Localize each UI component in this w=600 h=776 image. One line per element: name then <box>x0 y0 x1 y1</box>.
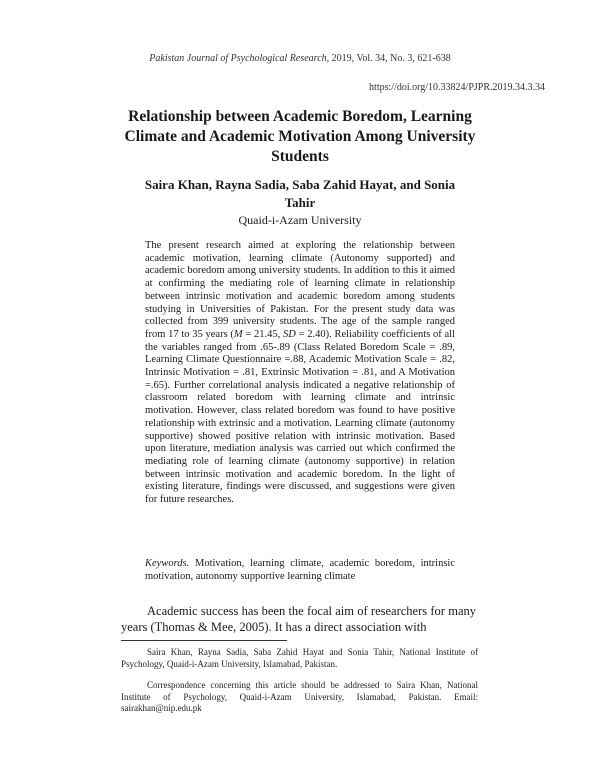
journal-volume-pages: 2019, Vol. 34, No. 3, 621-638 <box>329 53 451 64</box>
doi-link[interactable]: https://doi.org/10.33824/PJPR.2019.34.3.34 <box>369 82 545 93</box>
abstract <box>145 240 455 507</box>
keywords-text: Motivation, learning climate, academic boredom, intrinsic motivation, autonomy supportive learning climate <box>145 558 455 582</box>
journal-name: Pakistan Journal of Psychological Research, <box>149 53 330 64</box>
journal-citation-line <box>0 53 600 64</box>
footnote-correspondence: Correspondence concerning this article should be addressed to Saira Khan, National Institute of Psychology, Quaid-i-Azam University, Islamabad, Pakistan. Email: sairakhan@nip.edu.pk <box>121 680 478 714</box>
body-paragraph: Academic success has been the focal aim of researchers for many years (Thomas & Mee, 2005). It has a direct association with <box>121 604 476 634</box>
sd-symbol: SD <box>283 328 296 340</box>
author-list: Saira Khan, Rayna Sadia, Saba Zahid Hayat, and Sonia Tahir <box>144 177 456 210</box>
keywords <box>145 558 455 583</box>
abstract-text-3: = 2.40). Reliability coefficients of all the variables ranged from .65-.89 (Class Related Boredom Scale = .89, Learning Climate Questionnaire =.88, Academic Motivation Scale = .82, Intrinsic Motivation = .81, Extrinsic Motivation = .81, and A Motivation =.65). Further correlational analysis indicated a negative relationship of classroom related boredom with learning climate and intrinsic motivation. However, class related boredom was found to have positive relationship with extrinsic and a motivation. Learning climate (autonomy supportive) showed positive relation with intrinsic motivation. Based upon literature, mediation analysis was carried out which confirmed the mediating role of learning climate (autonomy supportive) in relation between intrinsic motivation and academic boredom. In the light of existing literature, findings were discussed, and suggestions were given for future researches. <box>145 328 456 506</box>
paper-title: Relationship between Academic Boredom, Learning Climate and Academic Motivation Among University Students <box>124 108 476 165</box>
footnote-authors: Saira Khan, Rayna Sadia, Saba Zahid Hayat and Sonia Tahir, National Institute of Psychology, Quaid-i-Azam University, Islamabad, Pakistan. <box>121 647 478 669</box>
abstract-text-1: The present research aimed at exploring the relationship between academic motivation, learning climate (Autonomy supported) and academic boredom among university students. In addition to this it aimed at confirming the mediating role of learning climate in relationship between intrinsic motivation and academic boredom among students studying in Universities of Pakistan. For the present study data was collected from 399 university students. The age of the sample ranged from 17 to 35 years ( <box>145 240 455 340</box>
mean-symbol: M <box>233 328 243 340</box>
keywords-label: Keywords. <box>145 558 190 569</box>
footnote-divider <box>121 640 287 641</box>
affiliation: Quaid-i-Azam University <box>238 213 362 227</box>
abstract-text-2: = 21.45, <box>242 328 284 340</box>
